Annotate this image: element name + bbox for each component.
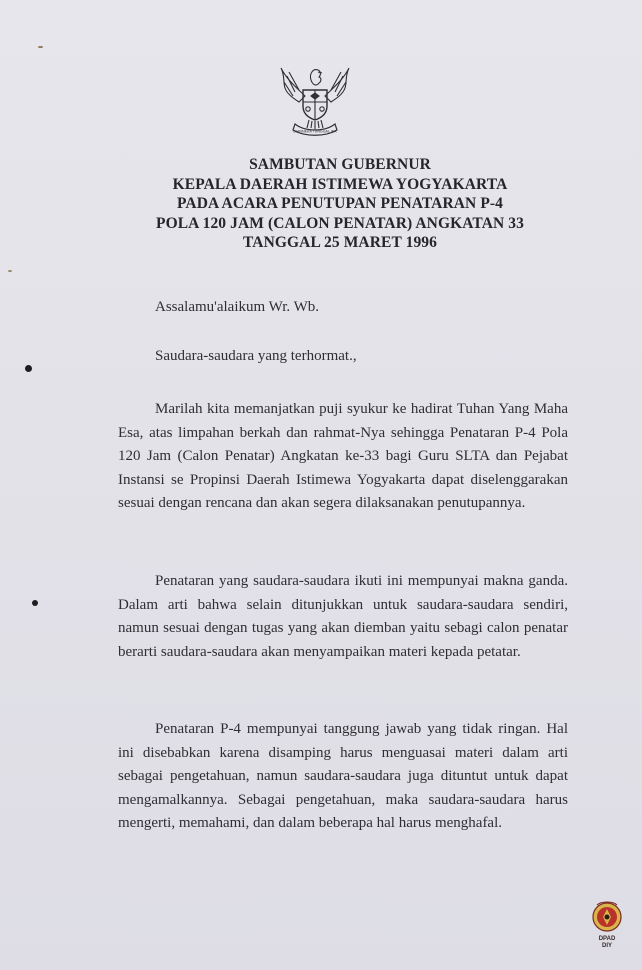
heading-line: TANGGAL 25 MARET 1996 bbox=[242, 234, 437, 251]
scan-speck bbox=[38, 46, 43, 48]
scan-speck bbox=[8, 270, 12, 272]
heading-line: PADA ACARA PENUTUPAN PENATARAN P-4 bbox=[176, 195, 504, 212]
salutation: Saudara-saudara yang terhormat., bbox=[155, 348, 357, 364]
paragraph-1: Marilah kita memanjatkan puji syukur ke hadirat Tuhan Yang Maha Esa, atas limpahan berkah dan rahmat-Nya sehingga Penataran P-4 Pola 120 Jam (Calon Penatar) Angkatan ke-33 bagi Guru SLTA dan Pejabat Instansi se Propinsi Daerah Istimewa Yogyakarta dapat diselenggarakan sesuai dengan rencana dan akan segera dilaksanakan penutupannya. bbox=[118, 401, 568, 512]
heading-line: KEPALA DAERAH ISTIMEWA YOGYAKARTA bbox=[172, 175, 508, 193]
stamp-line: DIY bbox=[601, 943, 612, 949]
stamp-label bbox=[589, 936, 625, 950]
paragraph-3: Penataran P-4 mempunyai tanggung jawab yang tidak ringan. Hal ini disebabkan karena disamping harus menguasai materi dalam arti sebagai pengetahuan, namun saudara-saudara juga dituntut untuk dapat mengamalkannya. Sebagai pengetahuan, maka saudara-saudara harus mengerti, memahami, dan dalam beberapa hal harus menghafal. bbox=[118, 721, 568, 832]
garuda-emblem-icon bbox=[275, 58, 355, 140]
paragraph-2: Penataran yang saudara-saudara ikuti ini mempunyai makna ganda. Dalam arti bahwa selain ditunjukkan untuk saudara-saudara sendiri, namun sesuai dengan tugas yang akan diemban yaitu sebagi calon penatar berarti saudara-saudara akan menyampaikan materi kepada petatar. bbox=[118, 573, 568, 660]
motto-text: BHINNEKA TUNGGAL IKA bbox=[293, 129, 337, 134]
scan-speck bbox=[32, 600, 38, 606]
heading-line: SAMBUTAN GUBERNUR bbox=[249, 156, 431, 173]
stamp-line: DPAD bbox=[598, 936, 616, 942]
document-heading bbox=[80, 155, 600, 253]
scan-speck bbox=[25, 365, 32, 372]
greeting: Assalamu'alaikum Wr. Wb. bbox=[155, 299, 320, 315]
heading-line: POLA 120 JAM (CALON PENATAR) ANGKATAN 33 bbox=[156, 214, 524, 232]
